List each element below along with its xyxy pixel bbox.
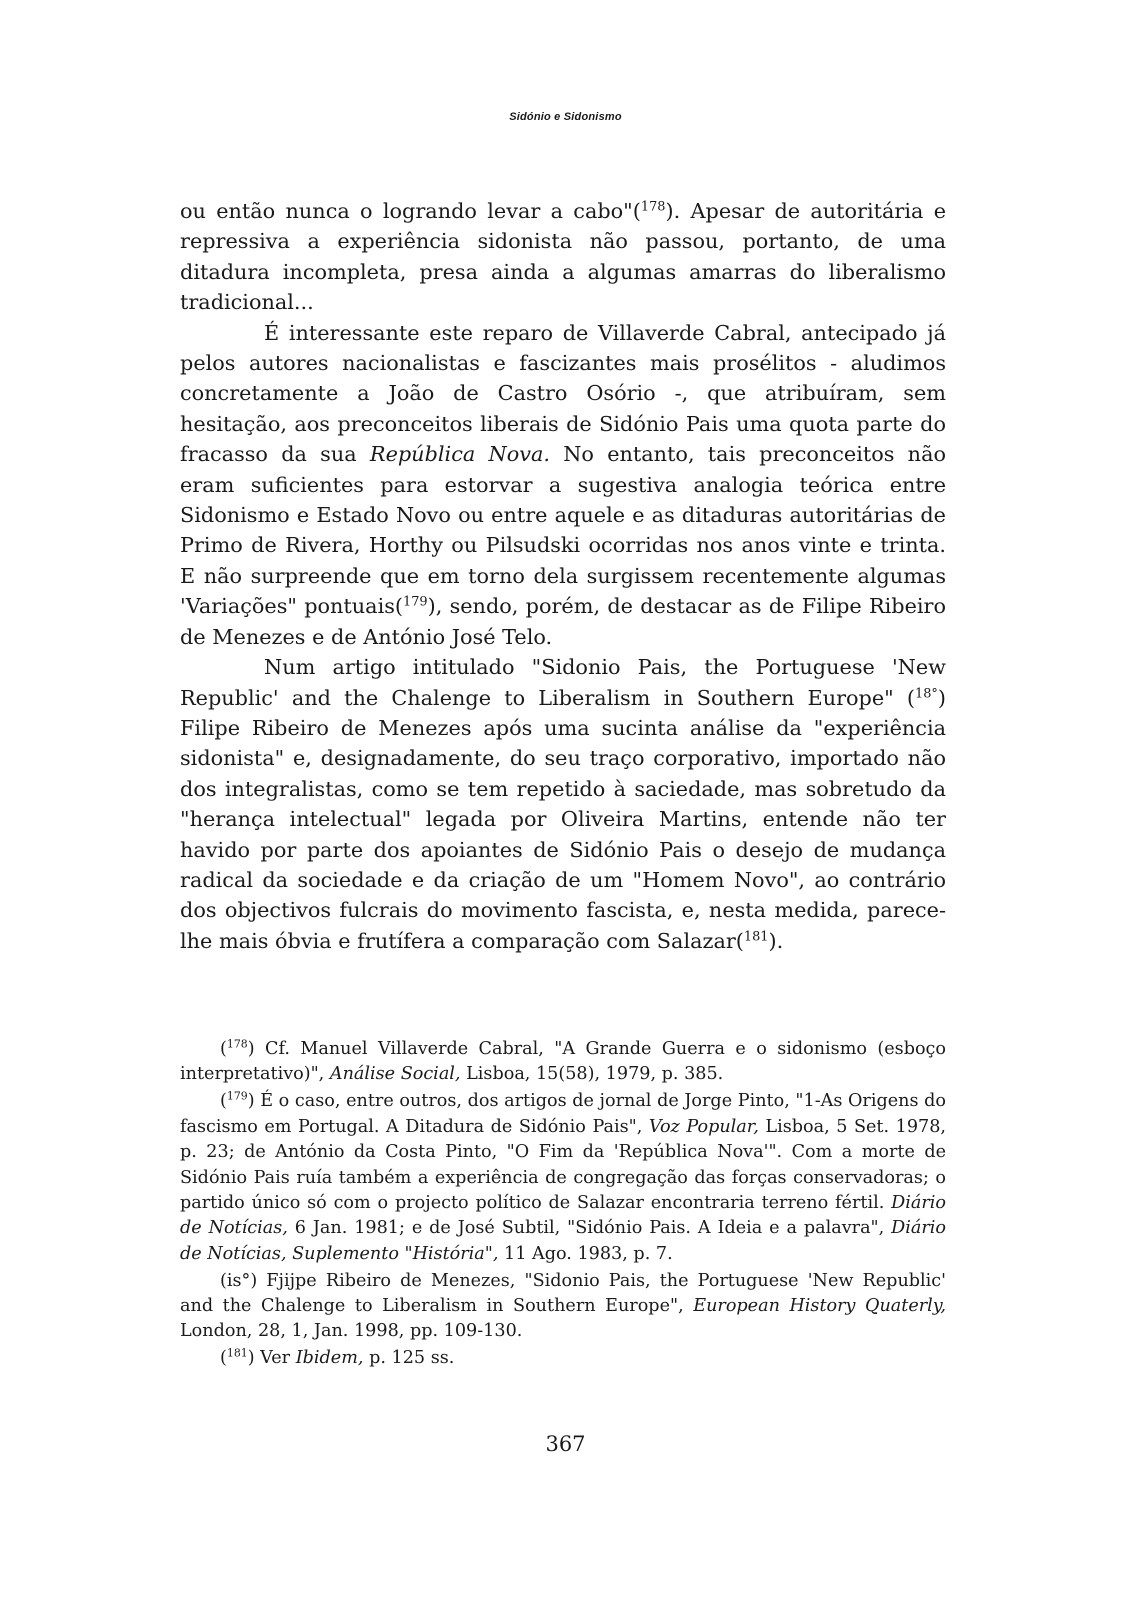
footnote-178: ($^{178}$) Cf. Manuel Villaverde Cabral, "A Grande Guerra e o sidonismo (esboço interpretativo)", Análise Social, Lisboa, 15(58), 1979, p. 385. — [180, 1037, 946, 1085]
note-reference: 18° — [915, 685, 938, 701]
note-reference: 178 — [640, 199, 666, 215]
footnote-179: ($^{179}$) É o caso, entre outros, dos artigos de jornal de Jorge Pinto, "1-As Origens do fascismo em Portugal. A Ditadura de Sidónio Pais", Voz Popular, Lisboa, 5 Set. 1978, p. 23; de António da Costa Pinto, "O Fim da 'República Nova'". Com a morte de Sidónio Pais ruía também a experiência de congregação das forças conservadoras; o partido único só com o projecto político de Salazar encontraria terreno fértil. Diário de Notícias, 6 Jan. 1981; e de José Subtil, "Sidónio Pais. A Ideia e a palavra", Diário de Notícias, Suplemento "História", 11 Ago. 1983, p. 7. — [180, 1089, 947, 1264]
footnotes — [180, 1037, 946, 1373]
page-number: 367 — [545, 1432, 586, 1456]
footnote-180: (is°) Fjijpe Ribeiro de Menezes, "Sidonio Pais, the Portuguese 'New Republic' and the Chalenge to Liberalism in Southern Europe", European History Quaterly, London, 28, 1, Jan. 1998, pp. 109-130. — [180, 1270, 946, 1342]
paragraph-1: ou então nunca o logrando levar a cabo"($^{178}$). Apesar de autoritária e repressiva a experiência sidonista não passou, portanto, de uma ditadura incompleta, presa ainda a algumas amarras do liberalismo tradicional... — [180, 199, 947, 315]
paragraph-3: Num artigo intitulado "Sidonio Pais, the Portuguese 'New Republic' and the Chalenge to Liberalism in Southern Europe" ($^{18^\circ}$) Filipe Ribeiro de Menezes após uma sucinta análise da "experiência sidonista" e, designadamente, do seu traço corporativo, importado não dos integralistas, como se tem repetido à saciedade, mas sobretudo da "herança intelectual" legada por Oliveira Martins, entende não ter havido por parte dos apoiantes de Sidónio Pais o desejo de mudança radical da sociedade e da criação de um "Homem Novo", ao contrário dos objectivos fulcrais do movimento fascista, e, nesta medida, parece-lhe mais óbvia e frutífera a comparação com Salazar($^{181}$). — [180, 655, 946, 953]
paragraph-2: É interessante este reparo de Villaverde Cabral, antecipado já pelos autores nacionalistas e fascizantes mais prosélitos - aludimos concretamente a João de Castro Osório -, que atribuíram, sem hesitação, aos preconceitos liberais de Sidónio Pais uma quota parte do fracasso da sua República Nova. No entanto, tais preconceitos não eram suficientes para estorvar a sugestiva analogia teórica entre Sidonismo e Estado Novo ou entre aquele e as ditaduras autoritárias de Primo de Rivera, Horthy ou Pilsudski ocorridas nos anos vinte e trinta. E não surpreende que em torno dela surgissem recentemente algumas 'Variações" pontuais($^{179}$), sendo, porém, de destacar as de Filipe Ribeiro de Menezes e de António José Telo. — [180, 320, 947, 649]
note-reference: 179 — [403, 594, 428, 610]
note-reference: 181 — [743, 929, 769, 945]
footnote-181: ($^{181}$) Ver Ibidem, p. 125 ss. — [220, 1346, 455, 1369]
running-header: Sidónio e Sidonismo — [509, 111, 622, 123]
main-text — [180, 196, 946, 956]
